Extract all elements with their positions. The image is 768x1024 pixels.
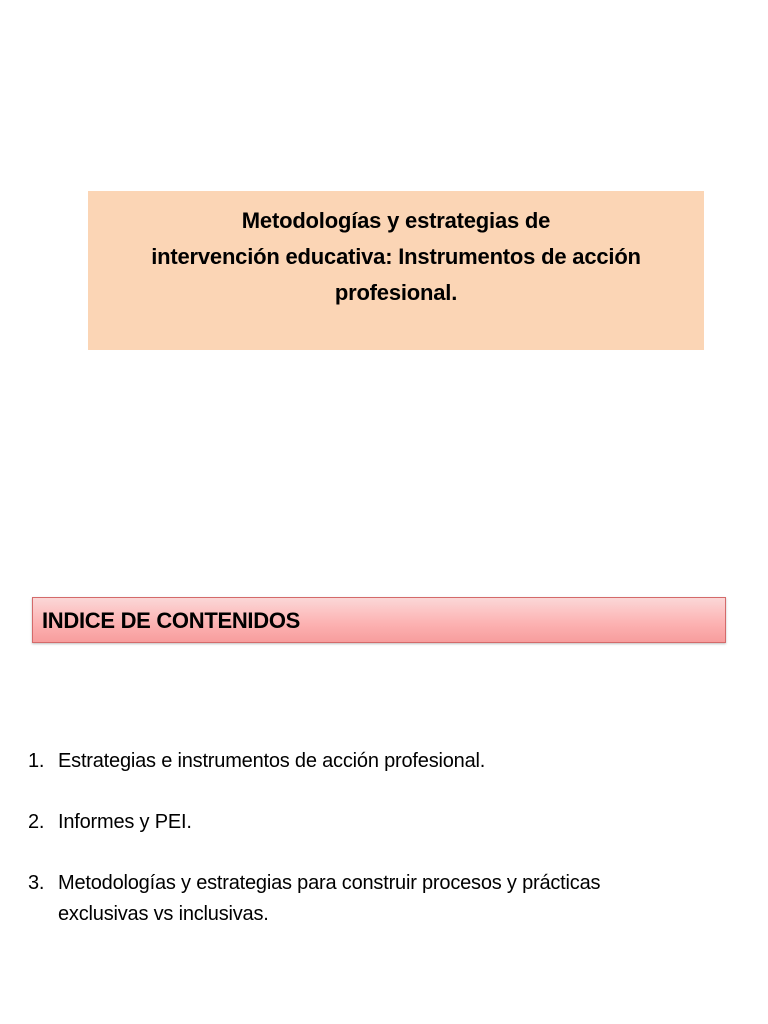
title-line-3: profesional. [334,280,458,305]
title-box [88,191,704,350]
toc-item-number: 1. [28,750,45,772]
toc-item-3 [28,868,738,930]
toc-item-text-line-1: Metodologías y estrategias para construir procesos y prácticas [58,872,601,894]
toc-item-number: 2. [28,811,45,833]
table-of-contents [28,746,738,930]
toc-item-number: 3. [28,872,45,894]
toc-item-1 [28,746,738,777]
toc-item-text-line-2: exclusivas vs inclusivas. [58,903,269,925]
toc-item-text: Estrategias e instrumentos de acción profesional. [58,750,486,772]
index-banner [32,597,726,643]
index-heading: INDICE DE CONTENIDOS [42,608,301,633]
title-line-2: intervención educativa: Instrumentos de acción [151,244,641,269]
toc-item-2 [28,807,738,838]
title-line-1: Metodologías y estrategias de [241,208,551,233]
toc-item-text: Informes y PEI. [58,811,192,833]
